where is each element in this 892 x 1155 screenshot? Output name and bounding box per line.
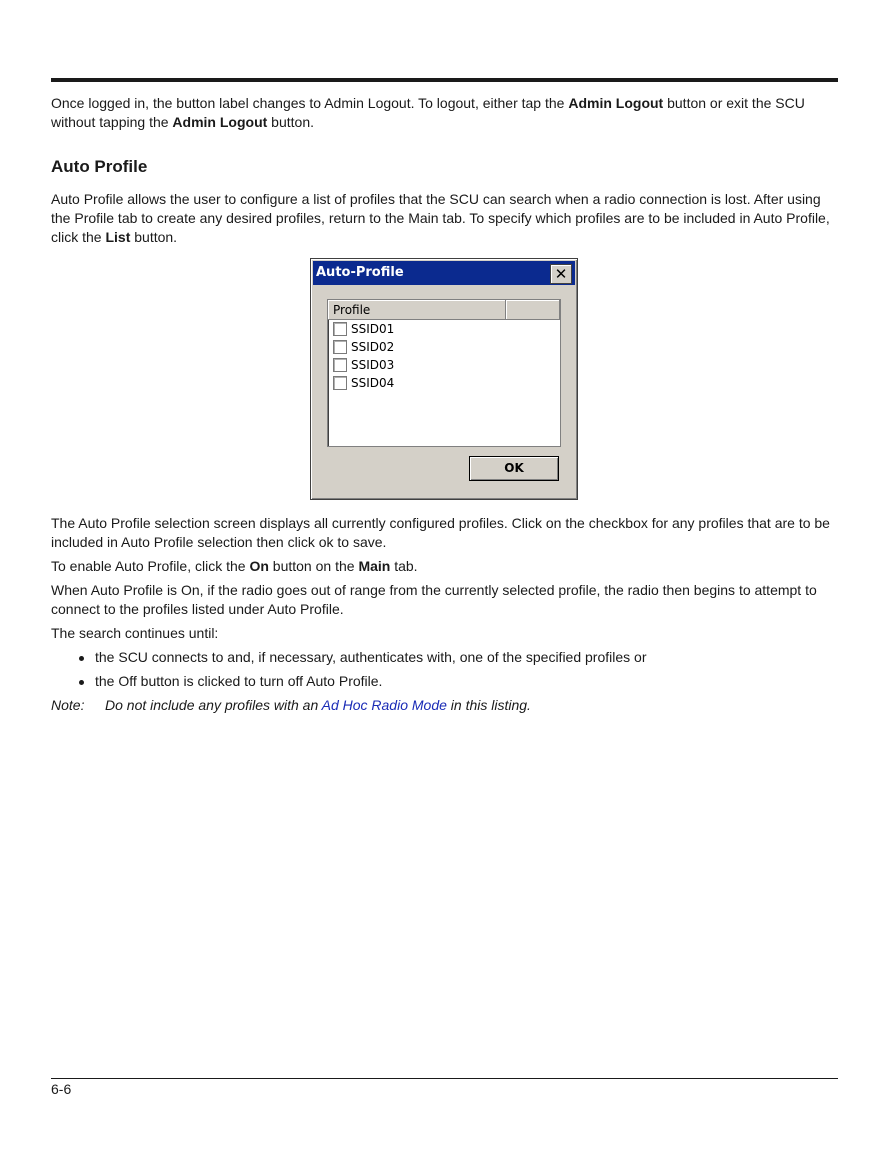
ad-hoc-radio-mode-link[interactable]: Ad Hoc Radio Mode <box>321 697 447 713</box>
dialog-figure <box>51 252 838 514</box>
desc-text-2: button. <box>130 229 178 245</box>
condition-list <box>51 648 838 691</box>
list-item[interactable] <box>328 338 560 356</box>
profile-name: SSID02 <box>351 339 395 354</box>
profile-column-header[interactable]: Profile <box>328 300 506 320</box>
enable-text-3: tab. <box>390 558 418 574</box>
selection-paragraph: The Auto Profile selection screen displays all currently configured profiles. Click on the checkbox for any profiles that are to be included in Auto Profile selection then click ok to save. <box>51 515 830 550</box>
dialog-title: Auto-Profile <box>316 265 404 280</box>
empty-column-header[interactable] <box>506 300 560 320</box>
note-text-1: Do not include any profiles with an <box>105 697 322 713</box>
page-content <box>51 94 838 715</box>
header-rule <box>51 78 838 82</box>
intro-text-1: Once logged in, the button label changes to Admin Logout. To logout, either tap the <box>51 95 569 111</box>
close-icon: ✕ <box>554 265 568 283</box>
auto-profile-description <box>51 190 838 247</box>
on-term: On <box>249 558 269 574</box>
footer-rule <box>51 1078 838 1079</box>
profile-name: SSID01 <box>351 321 395 336</box>
list-term: List <box>105 229 131 245</box>
profile-list <box>327 299 561 447</box>
list-item[interactable] <box>328 374 560 392</box>
note-label: Note: <box>51 697 85 713</box>
ok-button[interactable]: OK <box>469 456 559 481</box>
intro-paragraph <box>51 94 838 132</box>
desc-text-1: Auto Profile allows the user to configure a list of profiles that the SCU can search when a radio connection is lost. After using the Profile tab to create any desired profiles, return to the Main tab. To specify which profiles are to be included in Auto Profile, click the <box>51 191 830 245</box>
page-number: 6-6 <box>51 1081 72 1097</box>
admin-logout-term: Admin Logout <box>568 95 664 111</box>
enable-text-2: button on the <box>268 558 359 574</box>
list-item[interactable] <box>328 320 560 338</box>
admin-logout-term-2: Admin Logout <box>172 114 268 130</box>
dialog-titlebar <box>313 261 575 285</box>
list-item[interactable] <box>328 356 560 374</box>
note-text <box>105 696 531 715</box>
enable-text-1: To enable Auto Profile, click the <box>51 558 250 574</box>
intro-text-3: button. <box>267 114 314 130</box>
profile-checkbox[interactable] <box>333 376 347 390</box>
profile-checkbox[interactable] <box>333 322 347 336</box>
auto-profile-dialog <box>310 258 578 500</box>
profile-checkbox[interactable] <box>333 340 347 354</box>
profile-checkbox[interactable] <box>333 358 347 372</box>
list-item: the SCU connects to and, if necessary, authenticates with, one of the specified profiles or <box>75 648 838 667</box>
main-term: Main <box>358 558 391 574</box>
enable-paragraph <box>51 557 838 576</box>
section-heading: Auto Profile <box>51 157 148 176</box>
profile-name: SSID04 <box>351 375 395 390</box>
search-paragraph: The search continues until: <box>51 625 219 641</box>
range-paragraph: When Auto Profile is On, if the radio goes out of range from the currently selected profile, the radio then begins to attempt to connect to the profiles listed under Auto Profile. <box>51 582 817 617</box>
list-header <box>328 300 560 320</box>
profile-name: SSID03 <box>351 357 395 372</box>
close-button[interactable] <box>550 264 572 284</box>
list-item: the Off button is clicked to turn off Auto Profile. <box>75 672 838 691</box>
intro-text-2: button or exit the SCU without tapping the <box>51 95 805 130</box>
note <box>51 696 838 715</box>
note-text-2: in this listing. <box>446 697 531 713</box>
